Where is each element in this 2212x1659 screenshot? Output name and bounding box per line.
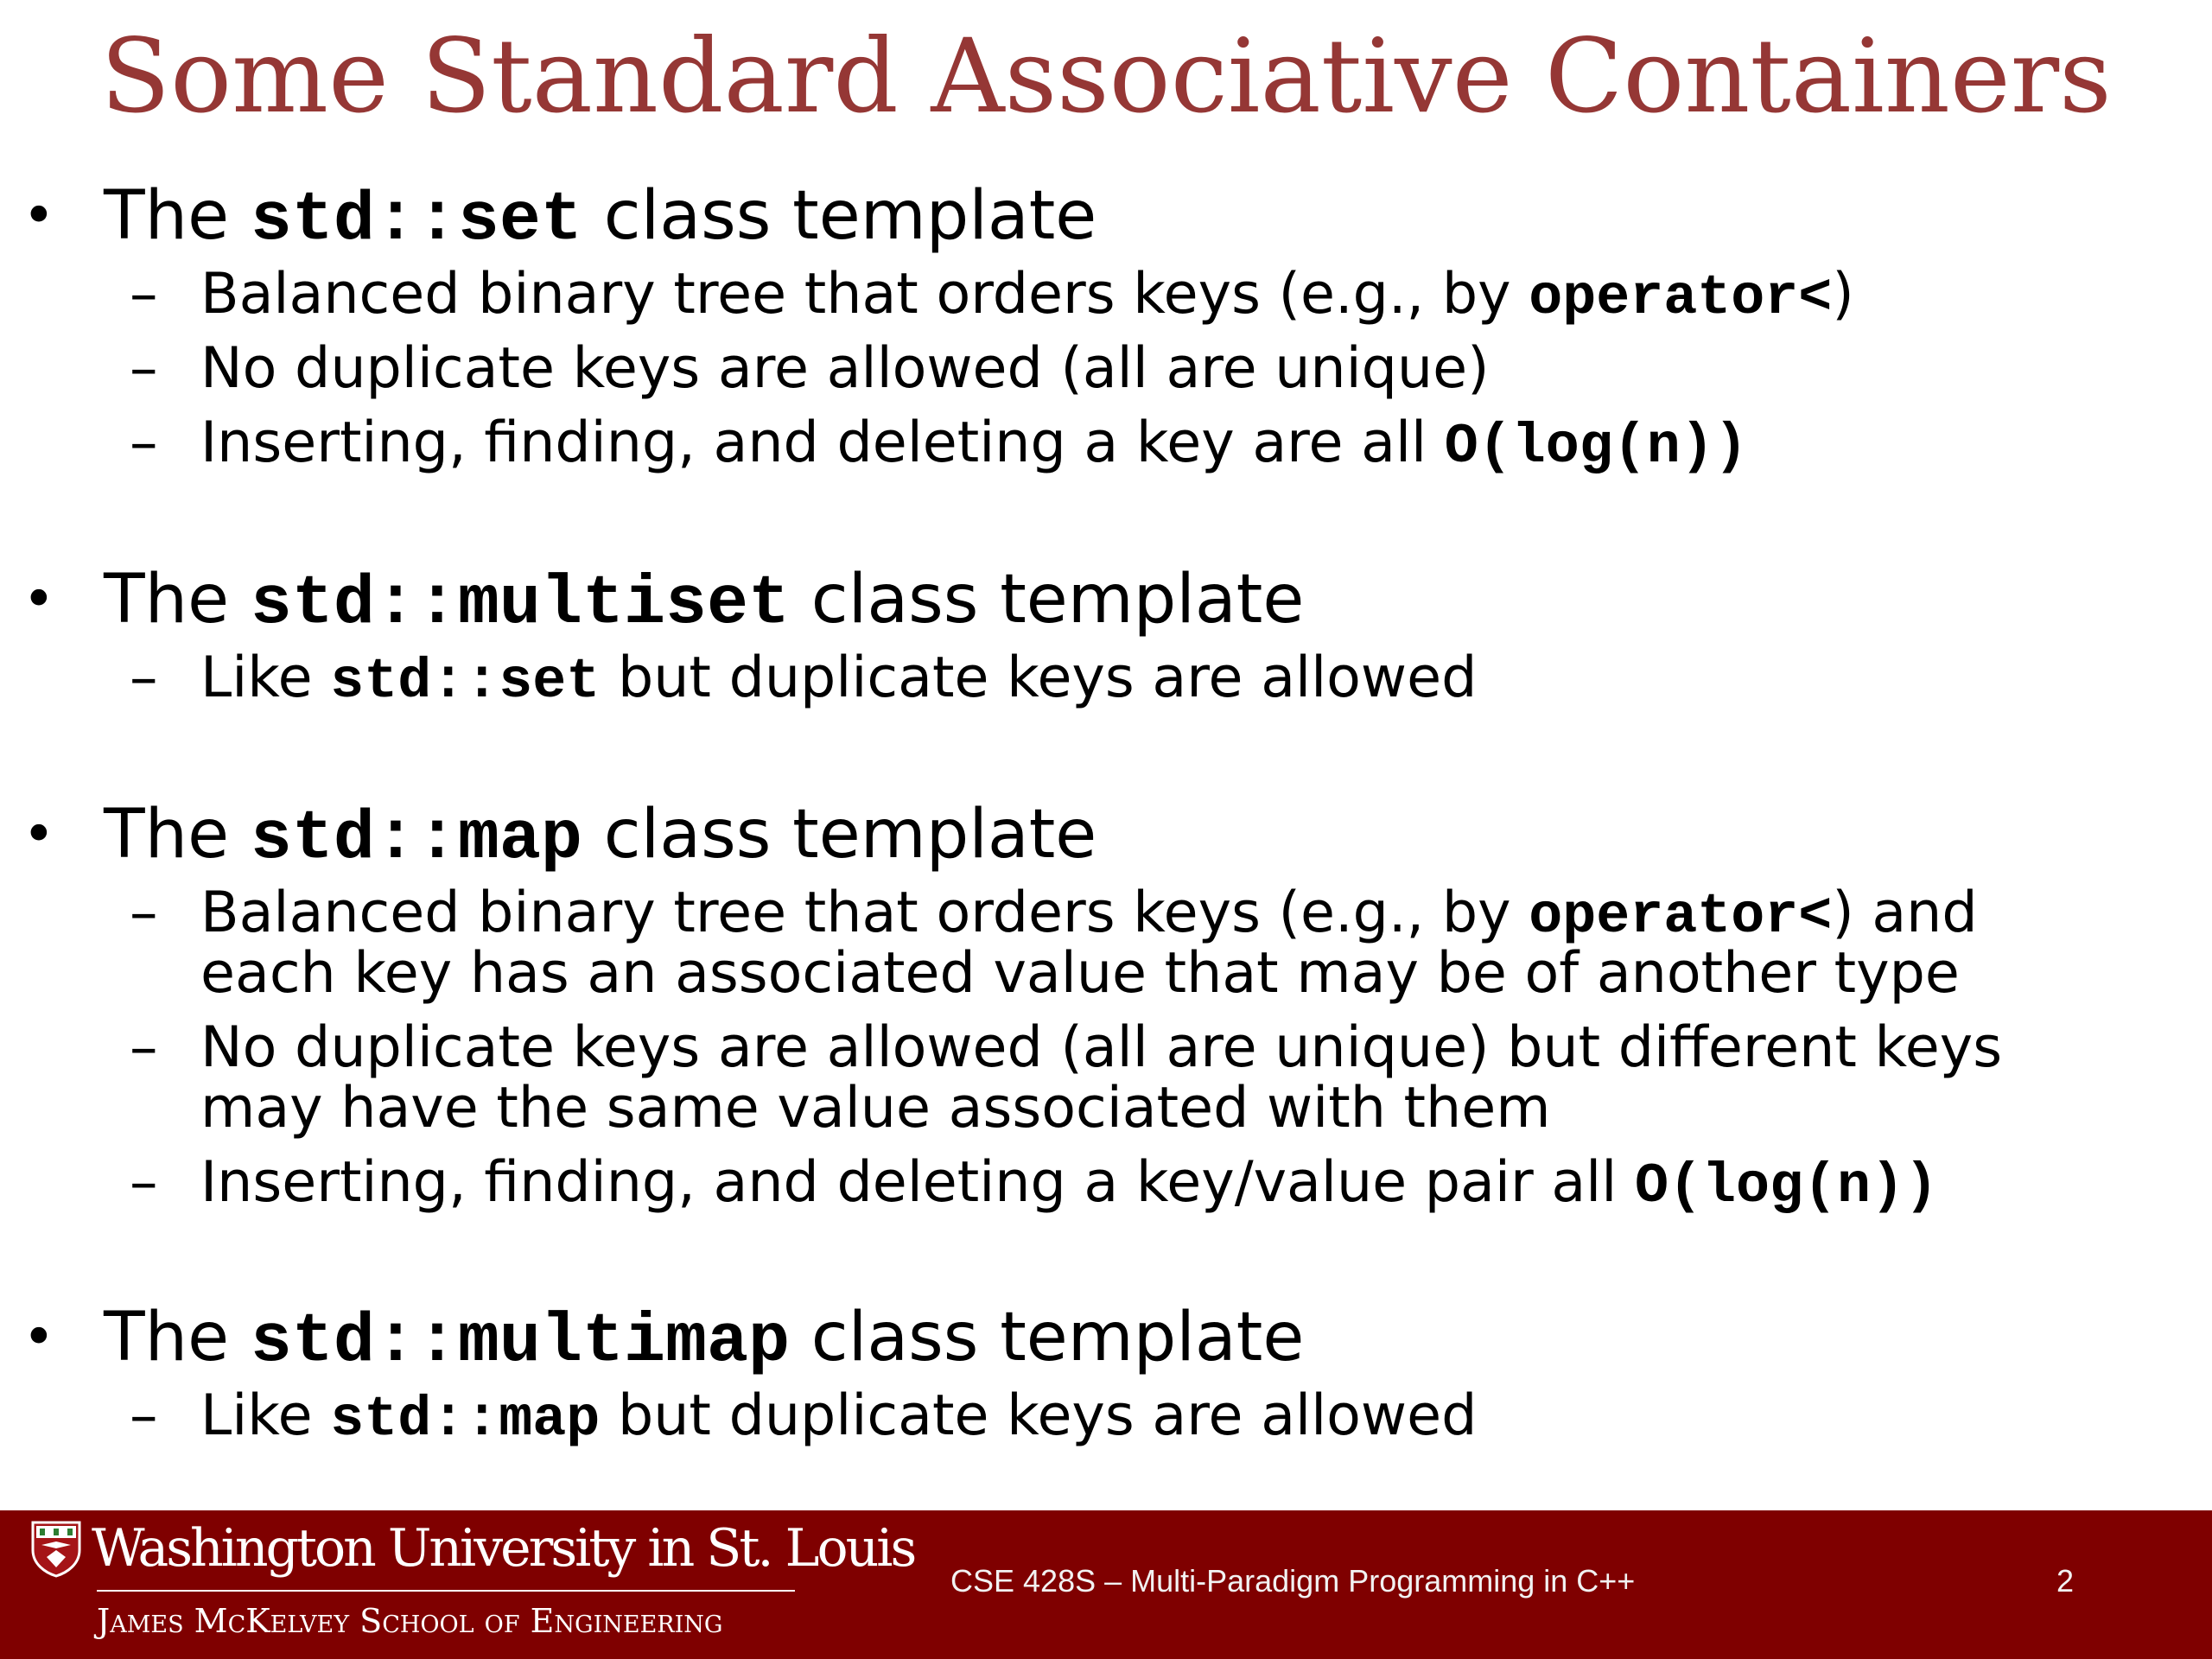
sub-text-post: but duplicate keys are allowed: [600, 645, 1478, 710]
heading-code: std::multiset: [250, 565, 790, 644]
course-title: CSE 428S – Multi-Paradigm Programming in C++: [950, 1563, 1636, 1599]
sub-text: Like: [200, 1383, 331, 1448]
sub-code: std::map: [330, 1388, 601, 1452]
dash-icon: –: [130, 1015, 158, 1080]
sub-text-line2: may have the same value associated with them: [200, 1076, 1551, 1141]
sub-text: Balanced binary tree that orders keys (e.g., by: [200, 880, 1529, 945]
dash-icon: –: [130, 1383, 158, 1448]
sub-text: Inserting, finding, and deleting a key/value pair all: [200, 1150, 1635, 1215]
bullet-heading: [0, 1294, 2212, 1381]
bullet-heading: [0, 556, 2212, 643]
dash-icon: –: [130, 1150, 158, 1215]
sub-code: O(log(n)): [1634, 1154, 1939, 1218]
bullet-dot-icon: •: [22, 184, 55, 248]
university-name: Washington University in St. Louis: [92, 1518, 915, 1579]
heading-suffix: class template: [789, 1299, 1305, 1376]
heading-prefix: The: [104, 561, 251, 639]
sub-text: No duplicate keys are allowed (all are unique): [200, 336, 1490, 401]
sub-text: Inserting, finding, and deleting a key are all: [200, 410, 1445, 475]
sub-code: operator<: [1529, 885, 1833, 949]
bullet-heading: [0, 173, 2212, 259]
slide-footer: [0, 1510, 2212, 1659]
heading-suffix: class template: [789, 561, 1305, 639]
slide-title: Some Standard Associative Containers: [100, 16, 2112, 136]
sub-text: Balanced binary tree that orders keys (e.g., by: [200, 262, 1529, 327]
dash-icon: –: [130, 336, 158, 401]
bullet-dot-icon: •: [22, 803, 55, 867]
sub-code: std::set: [330, 650, 601, 714]
heading-suffix: class template: [582, 177, 1097, 255]
sub-text-line2: each key has an associated value that may be of another type: [200, 941, 1960, 1006]
sub-text: Like: [200, 645, 331, 710]
dash-icon: –: [130, 645, 158, 710]
heading-prefix: The: [104, 177, 251, 255]
dash-icon: –: [130, 262, 158, 327]
school-name: James McKelvey School of Engineering: [97, 1602, 723, 1640]
university-shield-icon: [31, 1521, 81, 1578]
heading-suffix: class template: [582, 796, 1097, 874]
sub-text-post: but duplicate keys are allowed: [600, 1383, 1478, 1448]
bullet-dot-icon: •: [22, 568, 55, 632]
heading-code: std::set: [250, 181, 582, 260]
page-number: 2: [2056, 1563, 2075, 1599]
heading-code: std::map: [250, 800, 582, 879]
sub-code: operator<: [1529, 266, 1833, 330]
dash-icon: –: [130, 880, 158, 945]
heading-code: std::multimap: [250, 1303, 790, 1382]
sub-text-post: ) and: [1832, 880, 1978, 945]
sub-text-post: ): [1832, 262, 1854, 327]
footer-divider: [97, 1590, 795, 1592]
heading-prefix: The: [104, 796, 251, 874]
heading-prefix: The: [104, 1299, 251, 1376]
bullet-dot-icon: •: [22, 1306, 55, 1370]
dash-icon: –: [130, 410, 158, 475]
sub-text: No duplicate keys are allowed (all are unique) but different keys: [200, 1015, 2003, 1080]
sub-code: O(log(n)): [1444, 415, 1748, 479]
bullet-heading: [0, 791, 2212, 878]
